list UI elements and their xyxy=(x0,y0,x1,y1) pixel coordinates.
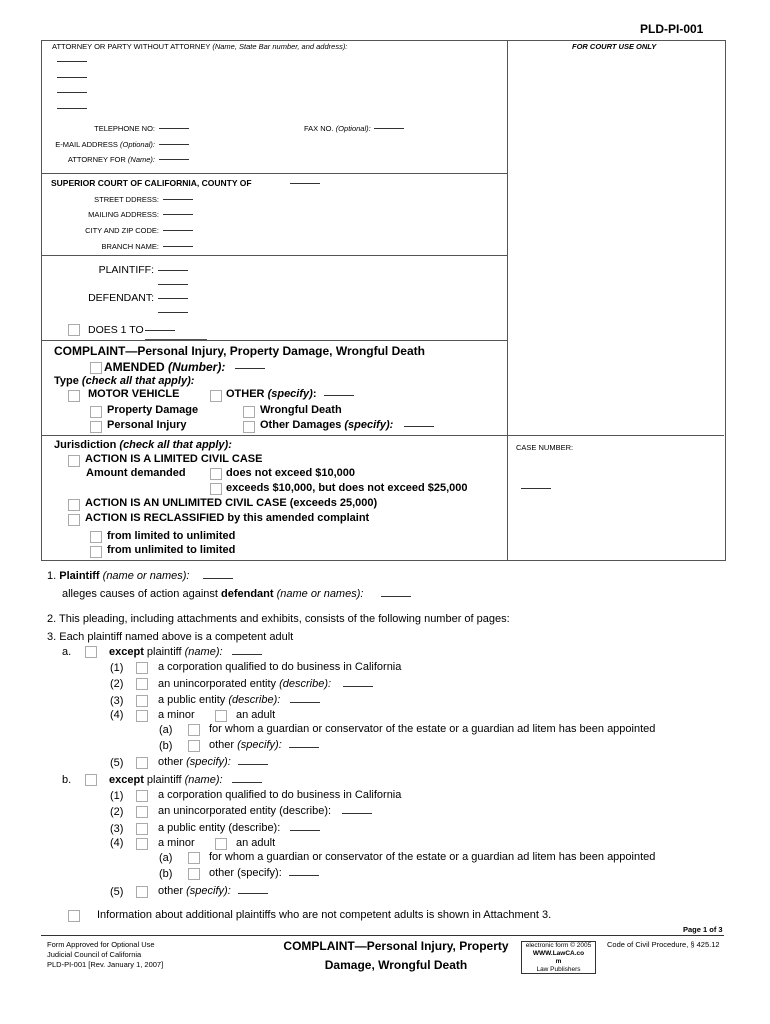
b5-label: other (specify): xyxy=(158,885,231,897)
divider xyxy=(41,173,507,174)
divider xyxy=(41,435,724,436)
amended-number-field[interactable] xyxy=(235,368,265,369)
b4-minor-label: a minor xyxy=(158,837,195,849)
branch-field[interactable] xyxy=(163,246,193,247)
type-label: Type (check all that apply): xyxy=(54,375,195,387)
a4a-letter: (a) xyxy=(159,724,173,736)
address-line[interactable] xyxy=(57,61,87,62)
a4a-label: for whom a guardian or conservator of the estate or a guardian ad litem has been appointed xyxy=(209,723,656,735)
item-2: 2. This pleading, including attachments and exhibits, consists of the following number of pages: xyxy=(47,613,510,625)
reclassified-label: ACTION IS RECLASSIFIED by this amended complaint xyxy=(85,512,370,524)
a4-adult-label: an adult xyxy=(236,709,276,721)
except-b-label: except plaintiff (name): xyxy=(109,774,223,786)
code-citation: Code of Civil Procedure, § 425.12 xyxy=(607,940,720,949)
limited-case-label: ACTION IS A LIMITED CIVIL CASE xyxy=(85,453,263,465)
attorney-for-label: ATTORNEY FOR (Name): xyxy=(67,155,155,164)
b2-checkbox[interactable] xyxy=(136,806,148,818)
b4b-field[interactable] xyxy=(289,875,319,876)
item-3a-letter: a. xyxy=(62,646,72,658)
b2-label: an unincorporated entity (describe): xyxy=(158,805,332,817)
a4b-field[interactable] xyxy=(289,747,319,748)
does-field[interactable] xyxy=(145,330,175,331)
b3-label: a public entity (describe): xyxy=(158,822,281,834)
except-b-name-field[interactable] xyxy=(232,782,262,783)
divider xyxy=(41,255,507,256)
plaintiff-names-field[interactable] xyxy=(203,578,233,579)
street-label: STREET DDRESS: xyxy=(94,195,159,204)
a3-label: a public entity (describe): xyxy=(158,694,281,706)
personal-injury-label: Personal Injury xyxy=(107,419,187,431)
stamp-line-1: electronic form © 2005 xyxy=(525,942,592,949)
b2-field[interactable] xyxy=(342,813,372,814)
unlimited-case-label: ACTION IS AN UNLIMITED CIVIL CASE (exceeds 25,000) xyxy=(85,497,378,509)
address-line[interactable] xyxy=(57,77,87,78)
b1-label: a corporation qualified to do business in California xyxy=(158,789,402,801)
motor-vehicle-label: MOTOR VEHICLE xyxy=(88,388,180,400)
property-damage-label: Property Damage xyxy=(107,404,199,416)
does-underline xyxy=(145,339,207,340)
not-exceed-label: does not exceed $10,000 xyxy=(226,467,356,479)
a4-num: (4) xyxy=(110,709,124,721)
fax-label: FAX NO. (Optional): xyxy=(304,124,371,133)
footer-rule xyxy=(41,935,724,936)
b4b-label: other (specify): xyxy=(209,867,282,879)
b2-num: (2) xyxy=(110,806,124,818)
defendant-names-field[interactable] xyxy=(381,596,411,597)
stamp-line-4: Law Publishers xyxy=(536,966,581,973)
except-a-label: except plaintiff (name): xyxy=(109,646,223,658)
street-field[interactable] xyxy=(163,199,193,200)
attorney-label: ATTORNEY OR PARTY WITHOUT ATTORNEY (Name, State Bar number, and address): xyxy=(52,42,348,51)
except-b-checkbox[interactable] xyxy=(85,774,97,786)
b4b-letter: (b) xyxy=(159,868,173,880)
a3-num: (3) xyxy=(110,695,124,707)
footer-title-2: Damage, Wrongful Death xyxy=(324,958,468,972)
complaint-title: COMPLAINT—Personal Injury, Property Damage, Wrongful Death xyxy=(54,344,425,358)
case-number-field[interactable] xyxy=(521,488,551,489)
a1-label: a corporation qualified to do business in California xyxy=(158,661,402,673)
item-1: 1. Plaintiff (name or names): xyxy=(47,570,190,582)
limited-case-checkbox[interactable] xyxy=(68,455,80,467)
a2-label: an unincorporated entity (describe): xyxy=(158,678,332,690)
b3-checkbox[interactable] xyxy=(136,823,148,835)
page-number: Page 1 of 3 xyxy=(683,925,723,934)
b4-num: (4) xyxy=(110,837,124,849)
plaintiff-label: PLAINTIFF: xyxy=(98,264,154,276)
b3-field[interactable] xyxy=(290,830,320,831)
b1-num: (1) xyxy=(110,790,124,802)
personal-injury-checkbox[interactable] xyxy=(90,421,102,433)
property-damage-checkbox[interactable] xyxy=(90,406,102,418)
motor-vehicle-checkbox[interactable] xyxy=(68,390,80,402)
county-field[interactable] xyxy=(290,183,320,184)
telephone-label: TELEPHONE NO: xyxy=(94,124,155,133)
city-field[interactable] xyxy=(163,230,193,231)
other-damages-label: Other Damages (specify): xyxy=(260,419,394,431)
amount-demanded-label: Amount demanded xyxy=(86,467,186,479)
council-text: Judicial Council of California xyxy=(47,950,142,959)
a3-checkbox[interactable] xyxy=(136,695,148,707)
address-line[interactable] xyxy=(57,108,87,109)
amended-checkbox[interactable] xyxy=(90,362,102,374)
email-label: E-MAIL ADDRESS (Optional): xyxy=(55,140,155,149)
court-title: SUPERIOR COURT OF CALIFORNIA, COUNTY OF xyxy=(51,178,252,188)
other-label: OTHER (specify): xyxy=(226,388,317,400)
defendant-field[interactable] xyxy=(158,298,188,299)
other-checkbox[interactable] xyxy=(210,390,222,402)
except-a-checkbox[interactable] xyxy=(85,646,97,658)
attachment-3-label: Information about additional plaintiffs who are not competent adults is shown in Attachment 3. xyxy=(97,909,552,921)
alleges-line: alleges causes of action against defendant (name or names): xyxy=(62,588,364,600)
a5-checkbox[interactable] xyxy=(136,757,148,769)
court-use-label: FOR COURT USE ONLY xyxy=(572,42,657,51)
stamp-line-2: WWW.LawCA.co xyxy=(532,950,585,957)
b4-adult-label: an adult xyxy=(236,837,276,849)
approved-text: Form Approved for Optional Use xyxy=(47,940,155,949)
unlimited-case-checkbox[interactable] xyxy=(68,499,80,511)
city-label: CITY AND ZIP CODE: xyxy=(85,226,159,235)
other-damages-field[interactable] xyxy=(404,426,434,427)
reclassified-checkbox[interactable] xyxy=(68,514,80,526)
plaintiff-field[interactable] xyxy=(158,270,188,271)
jurisdiction-label: Jurisdiction (check all that apply): xyxy=(54,439,232,451)
mailing-field[interactable] xyxy=(163,214,193,215)
exceeds-checkbox[interactable] xyxy=(210,483,222,495)
wrongful-death-label: Wrongful Death xyxy=(260,404,342,416)
does-checkbox[interactable] xyxy=(68,324,80,336)
a4a-checkbox[interactable] xyxy=(188,724,200,736)
a4-checkbox[interactable] xyxy=(136,710,148,722)
b5-field[interactable] xyxy=(238,893,268,894)
a2-checkbox[interactable] xyxy=(136,678,148,690)
divider xyxy=(41,340,507,341)
footer-title-1: COMPLAINT—Personal Injury, Property xyxy=(283,939,509,953)
b4a-label: for whom a guardian or conservator of the estate or a guardian ad litem has been appointed xyxy=(209,851,656,863)
footer-left xyxy=(47,940,163,970)
item-3: 3. Each plaintiff named above is a competent adult xyxy=(47,631,294,643)
defendant-label: DEFENDANT: xyxy=(88,292,154,304)
b5-checkbox[interactable] xyxy=(136,886,148,898)
stamp-line-3: m xyxy=(555,958,562,965)
item-3b-letter: b. xyxy=(62,774,72,786)
except-a-name-field[interactable] xyxy=(232,654,262,655)
b4a-checkbox[interactable] xyxy=(188,852,200,864)
b4a-letter: (a) xyxy=(159,852,173,864)
b1-checkbox[interactable] xyxy=(136,790,148,802)
other-damages-checkbox[interactable] xyxy=(243,421,255,433)
defendant-field-2[interactable] xyxy=(158,312,188,313)
b4b-checkbox[interactable] xyxy=(188,868,200,880)
wrongful-death-checkbox[interactable] xyxy=(243,406,255,418)
revision-text: PLD-PI-001 [Rev. January 1, 2007] xyxy=(47,960,164,969)
attorney-for-field[interactable] xyxy=(159,159,189,160)
a2-num: (2) xyxy=(110,678,124,690)
a5-num: (5) xyxy=(110,757,124,769)
does-label: DOES 1 TO xyxy=(88,324,144,336)
a1-num: (1) xyxy=(110,662,124,674)
a4-minor-label: a minor xyxy=(158,709,195,721)
a4b-label: other (specify): xyxy=(209,739,282,751)
branch-label: BRANCH NAME: xyxy=(101,242,159,251)
a5-label: other (specify): xyxy=(158,756,231,768)
other-specify-field[interactable] xyxy=(324,395,354,396)
b3-num: (3) xyxy=(110,823,124,835)
a4-adult-checkbox[interactable] xyxy=(215,710,227,722)
a1-checkbox[interactable] xyxy=(136,662,148,674)
mailing-label: MAILING ADDRESS: xyxy=(88,210,159,219)
b4-checkbox[interactable] xyxy=(136,838,148,850)
address-line[interactable] xyxy=(57,92,87,93)
a4b-checkbox[interactable] xyxy=(188,740,200,752)
to-limited-checkbox[interactable] xyxy=(90,546,102,558)
a5-field[interactable] xyxy=(238,764,268,765)
a3-field[interactable] xyxy=(290,702,320,703)
telephone-field[interactable] xyxy=(159,128,189,129)
fax-field[interactable] xyxy=(374,128,404,129)
b4-adult-checkbox[interactable] xyxy=(215,838,227,850)
exceeds-label: exceeds $10,000, but does not exceed $25,000 xyxy=(226,482,468,494)
a2-field[interactable] xyxy=(343,686,373,687)
a4b-letter: (b) xyxy=(159,740,173,752)
attachment-3-checkbox[interactable] xyxy=(68,910,80,922)
case-number-label: CASE NUMBER: xyxy=(516,443,574,452)
to-unlimited-checkbox[interactable] xyxy=(90,531,102,543)
to-limited-label: from unlimited to limited xyxy=(107,544,236,556)
email-field[interactable] xyxy=(159,144,189,145)
to-unlimited-label: from limited to unlimited xyxy=(107,530,236,542)
b5-num: (5) xyxy=(110,886,124,898)
plaintiff-field-2[interactable] xyxy=(158,284,188,285)
not-exceed-checkbox[interactable] xyxy=(210,468,222,480)
court-use-divider xyxy=(507,40,508,560)
form-id: PLD-PI-001 xyxy=(640,22,704,36)
publisher-stamp xyxy=(521,941,596,974)
amended-label: AMENDED (Number): xyxy=(104,360,226,374)
